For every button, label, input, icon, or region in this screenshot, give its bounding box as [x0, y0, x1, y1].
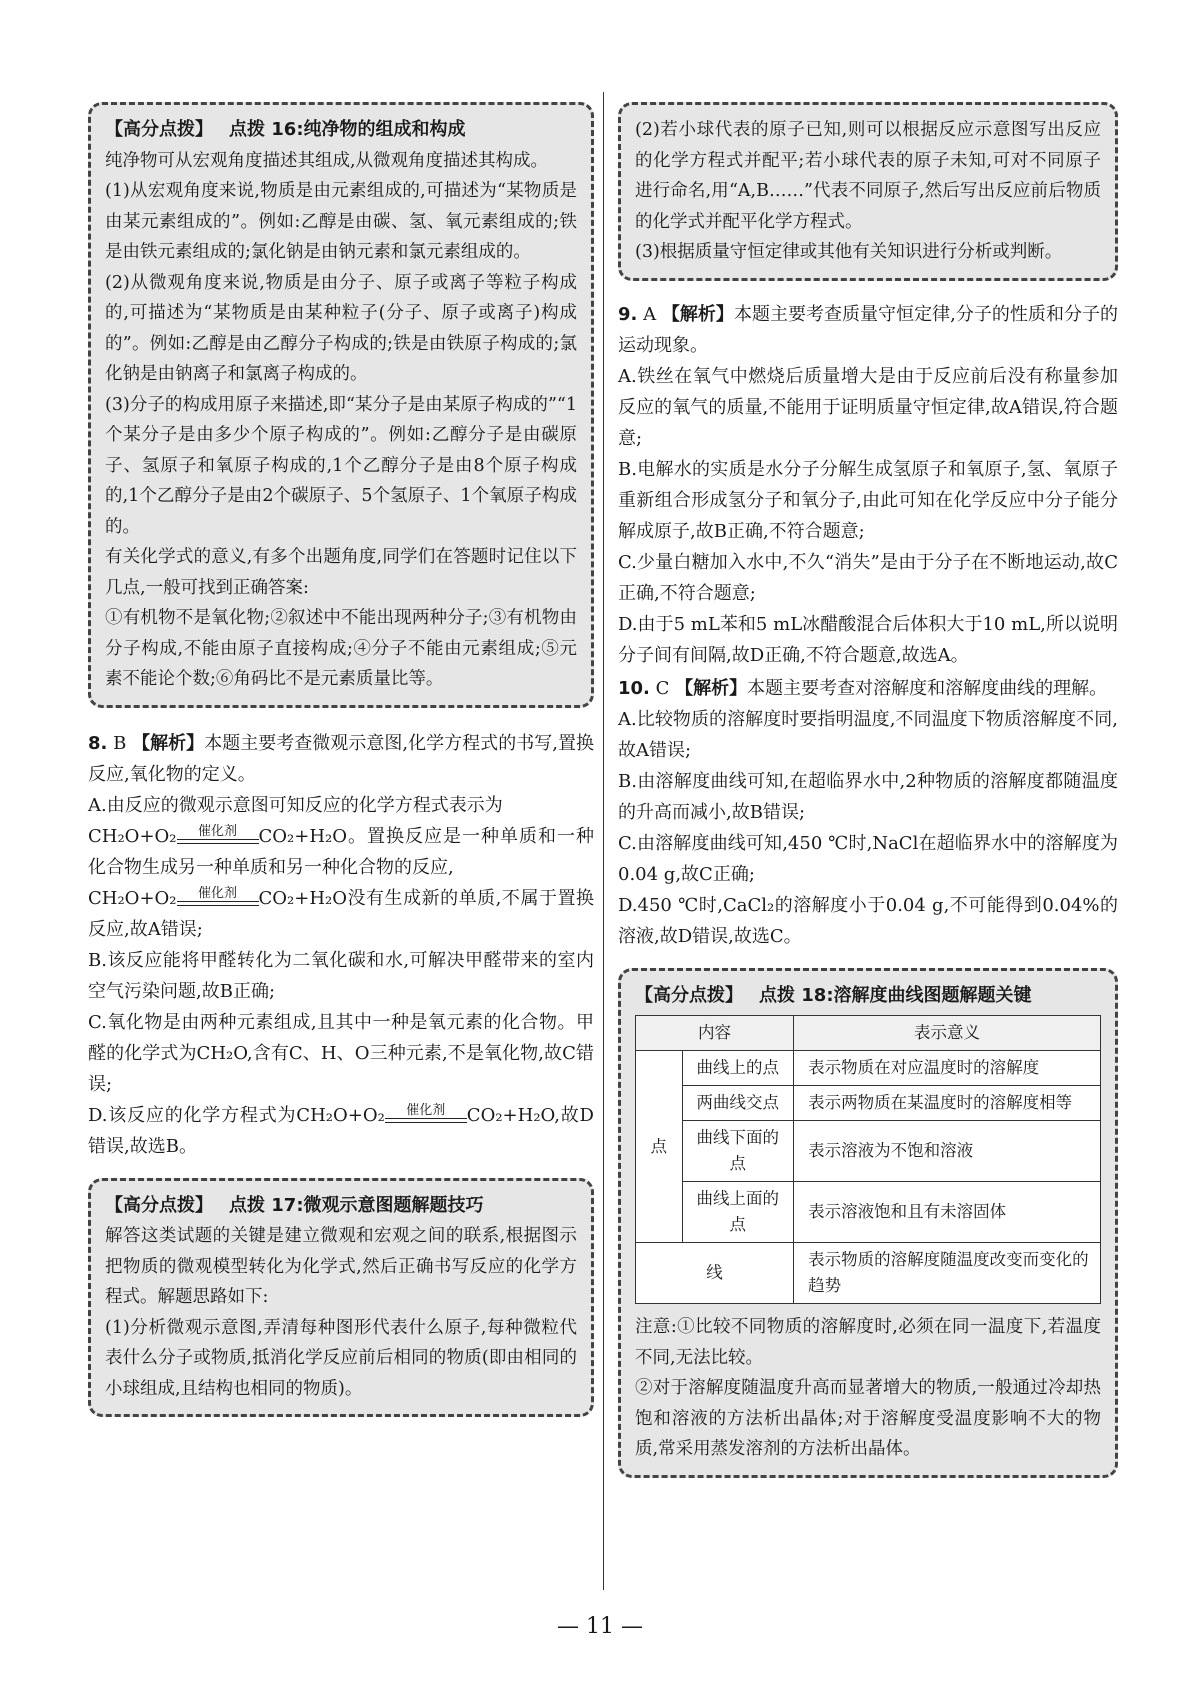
catalyst-label: 催化剂	[197, 823, 237, 839]
solubility-table	[635, 1015, 1101, 1304]
analysis-label: 【解析】	[661, 303, 734, 325]
tip-paragraph: (2)若小球代表的原子已知,则可以根据反应示意图写出反应的化学方程式并配平;若小球代表的原子未知,可对不同原子进行命名,用“A,B……”代表不同原子,然后写出反应前后物质的化学式并配平化学方程式。	[635, 120, 1101, 232]
equation-products-text: CO₂+H₂O。置换反应是一种单质和一种化合物生成另一种单质和另一种化合物的反应,	[88, 825, 594, 878]
analysis-intro: 本题主要考查质量守恒定律,分子的性质和分子的运动现象。	[618, 303, 1118, 356]
tip-paragraph: (1)分析微观示意图,弄清每种图形代表什么原子,每种微粒代表什么分子或物质,抵消化学反应前后相同的物质(即由相同的小球组成,且结构也相同的物质)。	[105, 1317, 577, 1399]
table-cell: 曲线上面的点	[682, 1182, 794, 1243]
tip-tag: 【高分点拨】	[635, 984, 743, 1006]
table-cell: 表示溶液为不饱和溶液	[794, 1121, 1101, 1182]
tip-paragraph: 解答这类试题的关键是建立微观和宏观之间的联系,根据图示把物质的微观模型转化为化学式,然后正确书写反应的化学方程式。解题思路如下:	[105, 1226, 577, 1307]
table-row	[636, 1243, 1101, 1304]
option-c: C.氧化物是由两种元素组成,且其中一种是氧元素的化合物。甲醛的化学式为CH₂O,含有C、H、O三种元素,不是氧化物,故C错误;	[88, 1011, 594, 1095]
equation-reactants: CH₂O+O₂	[296, 1104, 385, 1126]
option-c: C.少量白糖加入水中,不久“消失”是由于分子在不断地运动,故C正确,不符合题意;	[618, 551, 1118, 604]
question-8	[88, 728, 594, 1162]
option-a: A.铁丝在氧气中燃烧后质量增大是由于反应前后没有称量参加反应的氧气的质量,不能用于证明质量守恒定律,故A错误,符合题意;	[618, 365, 1118, 449]
question-10	[618, 673, 1118, 952]
catalyst-arrow	[385, 1104, 467, 1131]
analysis-label: 【解析】	[132, 732, 205, 754]
question-9	[618, 299, 1118, 671]
right-column	[618, 92, 1118, 1478]
table-cell: 表示溶液饱和且有未溶固体	[794, 1182, 1101, 1243]
tip-paragraph: (2)从微观角度来说,物质是由分子、原子或离子等粒子构成的,可描述为“某物质是由某种粒子(分子、原子或离子)构成的”。例如:乙醇是由乙醇分子构成的;铁是由铁原子构成的;氯化钠是由钠离子和氯离子构成的。	[105, 272, 577, 384]
tip-title: 点拨 16:纯净物的组成和构成	[229, 119, 466, 140]
analysis-label: 【解析】	[675, 677, 748, 699]
tip-paragraph: (3)分子的构成用原子来描述,即“某分子是由某原子构成的”“1个某分子是由多少个原子构成的”。例如:乙醇分子是由碳原子、氢原子和氧原子构成的,1个乙醇分子是由8个原子构成的,1个乙醇分子是由2个碳原子、5个氢原子、1个氧原子构成的。	[105, 394, 577, 537]
table-row	[636, 1086, 1101, 1121]
column-divider	[603, 92, 604, 1590]
question-number: 10.	[618, 677, 650, 699]
table-row	[636, 1182, 1101, 1243]
table-row	[636, 1121, 1101, 1182]
option-a: A.比较物质的溶解度时要指明温度,不同温度下物质溶解度不同,故A错误;	[618, 708, 1118, 761]
tip-heading	[105, 115, 577, 146]
option-c: C.由溶解度曲线可知,450 ℃时,NaCl在超临界水中的溶解度为0.04 g,故C正确;	[618, 832, 1118, 885]
table-header-cell: 表示意义	[794, 1016, 1101, 1051]
question-header	[618, 673, 1118, 704]
tip-paragraph: (1)从宏观角度来说,物质是由元素组成的,可描述为“某物质是由某元素组成的”。例如:乙醇是由碳、氢、氧元素组成的;铁是由铁元素组成的;氯化钠是由钠元素和氯元素组成的。	[105, 181, 577, 262]
equation-products-text: CO₂+H₂O没有生成新的单质,不属于置换反应,故A错误;	[88, 887, 594, 940]
catalyst-label: 催化剂	[197, 885, 237, 901]
question-header	[88, 728, 594, 790]
tip-box-17	[88, 1178, 594, 1418]
tip-tag: 【高分点拨】	[105, 1194, 213, 1216]
table-row	[636, 1051, 1101, 1086]
option-a-line: A.由反应的微观示意图可知反应的化学方程式表示为	[88, 794, 503, 816]
table-cell: 线	[636, 1243, 794, 1304]
question-answer: C	[655, 677, 670, 699]
page-number: — 11 —	[557, 1614, 643, 1639]
equation-line	[88, 821, 594, 883]
table-header-row	[636, 1016, 1101, 1051]
table-cell: 两曲线交点	[682, 1086, 794, 1121]
option-d-post: CO₂+H₂O,故D错误,故选B。	[88, 1104, 594, 1157]
option-d	[88, 1100, 594, 1162]
question-answer: B	[113, 732, 127, 754]
option-b: B.由溶解度曲线可知,在超临界水中,2种物质的溶解度都随温度的升高而减小,故B错误;	[618, 770, 1118, 823]
table-cell: 曲线下面的点	[682, 1121, 794, 1182]
table-cell: 表示两物质在某温度时的溶解度相等	[794, 1086, 1101, 1121]
tip-note: 注意:①比较不同物质的溶解度时,必须在同一温度下,若温度不同,无法比较。	[635, 1317, 1101, 1368]
tip-paragraph: 有关化学式的意义,有多个出题角度,同学们在答题时记住以下几点,一般可找到正确答案:	[105, 547, 577, 598]
catalyst-arrow	[177, 887, 259, 914]
tip-box-16	[88, 102, 594, 708]
tip-box-18	[618, 968, 1118, 1478]
option-d: D.450 ℃时,CaCl₂的溶解度小于0.04 g,不可能得到0.04%的溶液,故D错误,故选C。	[618, 894, 1118, 947]
tip-tag: 【高分点拨】	[105, 119, 213, 140]
question-answer: A	[643, 303, 657, 325]
option-d: D.由于5 mL苯和5 mL冰醋酸混合后体积大于10 mL,所以说明分子间有间隔,故D正确,不符合题意,故选A。	[618, 613, 1118, 666]
tip-note: ②对于溶解度随温度升高而显著增大的物质,一般通过冷却热饱和溶液的方法析出晶体;对于溶解度受温度影响不大的物质,常采用蒸发溶剂的方法析出晶体。	[635, 1378, 1101, 1459]
option-d-pre: D.该反应的化学方程式为	[88, 1104, 297, 1126]
table-cell: 表示物质的溶解度随温度改变而变化的趋势	[794, 1243, 1101, 1304]
tip-paragraph: 纯净物可从宏观角度描述其组成,从微观角度描述其构成。	[105, 150, 549, 171]
catalyst-label: 催化剂	[406, 1102, 446, 1118]
tip-paragraph: ①有机物不是氧化物;②叙述中不能出现两种分子;③有机物由分子构成,不能由原子直接构成;④分子不能由元素组成;⑤元素不能论个数;⑥角码比不是元素质量比等。	[105, 608, 577, 689]
table-header-cell: 内容	[636, 1016, 794, 1051]
tip-heading	[635, 981, 1101, 1012]
analysis-intro: 本题主要考查微观示意图,化学方程式的书写,置换反应,氧化物的定义。	[88, 732, 594, 785]
tip-heading	[105, 1191, 577, 1222]
option-b: B.该反应能将甲醛转化为二氧化碳和水,可解决甲醛带来的室内空气污染问题,故B正确;	[88, 949, 594, 1002]
table-cell: 表示物质在对应温度时的溶解度	[794, 1051, 1101, 1086]
question-header	[618, 299, 1118, 361]
option-b: B.电解水的实质是水分子分解生成氢原子和氧原子,氢、氧原子重新组合形成氢分子和氧分子,由此可知在化学反应中分子能分解成原子,故B正确,不符合题意;	[618, 458, 1118, 542]
tip-title: 点拨 17:微观示意图题解题技巧	[229, 1194, 484, 1216]
analysis-intro: 本题主要考查对溶解度和溶解度曲线的理解。	[747, 677, 1108, 699]
tip-box-17-continued	[618, 102, 1118, 281]
tip-paragraph: (3)根据质量守恒定律或其他有关知识进行分析或判断。	[635, 242, 1063, 262]
question-number: 8.	[88, 732, 108, 754]
table-cell: 曲线上的点	[682, 1051, 794, 1086]
equation-reactants: CH₂O+O₂	[88, 825, 177, 847]
equation-line	[88, 883, 594, 945]
tip-title: 点拨 18:溶解度曲线图题解题关键	[759, 984, 1032, 1006]
question-number: 9.	[618, 303, 638, 325]
equation-reactants: CH₂O+O₂	[88, 887, 177, 909]
table-group-cell: 点	[636, 1051, 683, 1243]
catalyst-arrow	[177, 825, 259, 852]
left-column	[88, 92, 594, 1417]
